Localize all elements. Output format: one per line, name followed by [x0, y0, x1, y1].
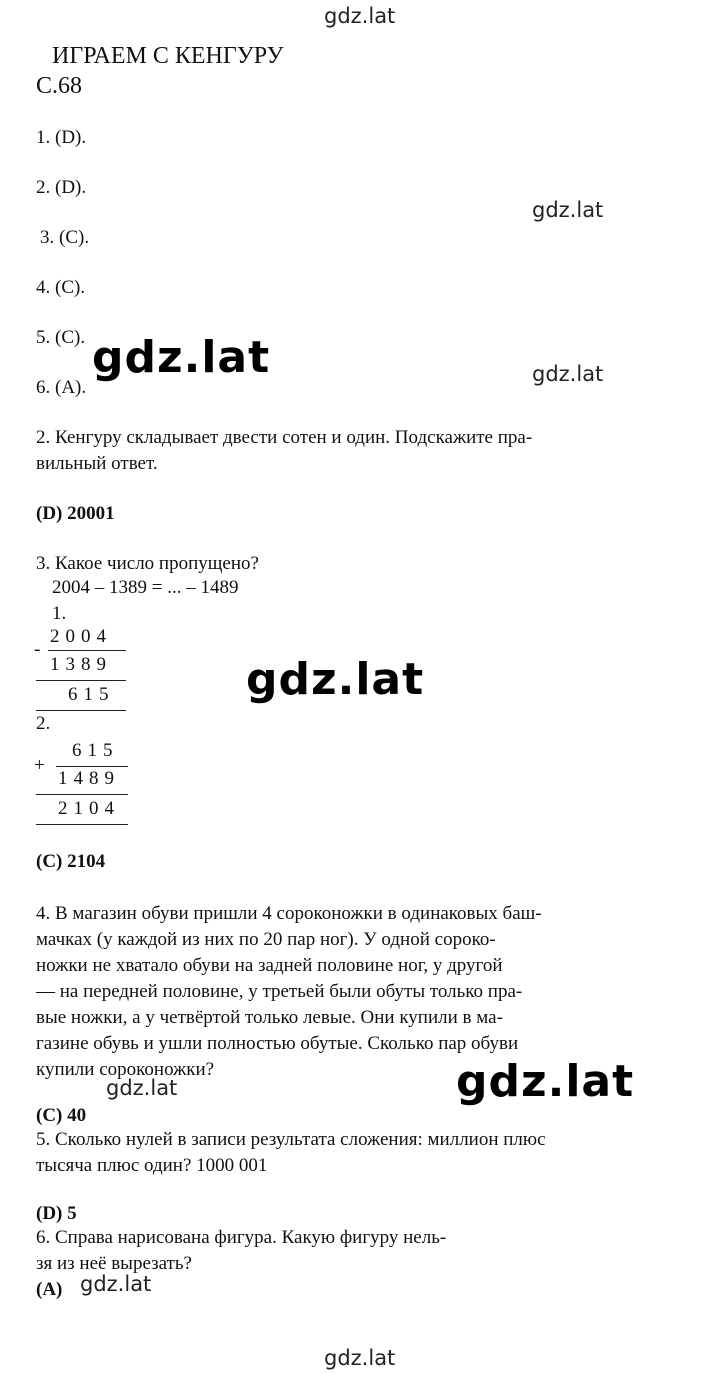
addition-rule-1 [56, 766, 128, 767]
subtraction-result: 615 [68, 684, 115, 705]
answer-item-2: 2. (D). [36, 177, 87, 198]
problem-4-line-6: газине обувь и ушли полностью обутые. Сколько пар обуви [36, 1033, 519, 1054]
watermark-bottom: gdz.lat [324, 1346, 396, 1370]
answer-item-4: 4. (С). [36, 277, 86, 298]
watermark-top: gdz.lat [324, 4, 396, 28]
answer-item-6: 6. (А). [36, 377, 87, 398]
problem-4-line-1: 4. В магазин обуви пришли 4 сороконожки в одинаковых баш- [36, 903, 542, 924]
problem-5-answer: (D) 5 [36, 1203, 77, 1224]
subtraction-minuend: 2004 [50, 626, 112, 647]
problem-4-line-2: мачках (у каждой из них по 20 пар ног). У одной сороко- [36, 929, 496, 950]
addition-second-term: 1489 [58, 768, 120, 789]
problem-3-step-2: 2. [36, 713, 51, 734]
answer-item-1: 1. (D). [36, 127, 87, 148]
watermark-large-3: gdz.lat [456, 1056, 635, 1107]
subtraction-rule-2 [36, 680, 126, 681]
addition-sign: + [34, 755, 45, 776]
problem-2-answer: (D) 20001 [36, 503, 115, 524]
problem-3-step-1: 1. [52, 603, 67, 624]
page-title: ИГРАЕМ С КЕНГУРУ [52, 43, 284, 69]
addition-rule-3 [36, 824, 128, 825]
problem-6-answer: (A) [36, 1279, 63, 1300]
problem-4-line-7: купили сороконожки? [36, 1059, 215, 1080]
watermark-small-answer: gdz.lat [80, 1272, 152, 1296]
addition-result: 2104 [58, 798, 120, 819]
problem-4-line-5: вые ножки, а у четвёртой только левые. Они купили в ма- [36, 1007, 503, 1028]
problem-5-line-1: 5. Сколько нулей в записи результата сложения: миллион плюс [36, 1129, 546, 1150]
problem-3-question: 3. Какое число пропущено? [36, 553, 259, 574]
subtraction-rule-3 [36, 710, 126, 711]
problem-5-line-2: тысяча плюс один? 1000 001 [36, 1155, 268, 1176]
problem-4-line-3: ножки не хватало обуви на задней половине ног, у другой [36, 955, 503, 976]
watermark-right-1: gdz.lat [532, 198, 604, 222]
watermark-large-1: gdz.lat [92, 332, 271, 383]
problem-4-line-4: — на передней половине, у третьей были обуты только пра- [36, 981, 523, 1002]
problem-4-answer: (C) 40 [36, 1105, 87, 1126]
subtraction-subtrahend: 1389 [50, 654, 112, 675]
answer-item-3: 3. (С). [40, 227, 90, 248]
problem-3-equation: 2004 – 1389 = ... – 1489 [52, 577, 239, 598]
page-reference: С.68 [36, 73, 83, 99]
watermark-left: gdz.lat [106, 1076, 178, 1100]
problem-6-line-2: зя из неё вырезать? [36, 1253, 192, 1274]
problem-2-line-1: 2. Кенгуру складывает двести сотен и один. Подскажите пра- [36, 427, 533, 448]
problem-6-line-1: 6. Справа нарисована фигура. Какую фигуру нель- [36, 1227, 447, 1248]
problem-2-line-2: вильный ответ. [36, 453, 158, 474]
watermark-right-2: gdz.lat [532, 362, 604, 386]
addition-rule-2 [36, 794, 128, 795]
subtraction-sign: - [34, 639, 41, 660]
problem-3-answer: (C) 2104 [36, 851, 106, 872]
watermark-large-2: gdz.lat [246, 654, 425, 705]
subtraction-rule-1 [48, 650, 126, 651]
answer-item-5: 5. (С). [36, 327, 86, 348]
addition-first-term: 615 [72, 740, 119, 761]
